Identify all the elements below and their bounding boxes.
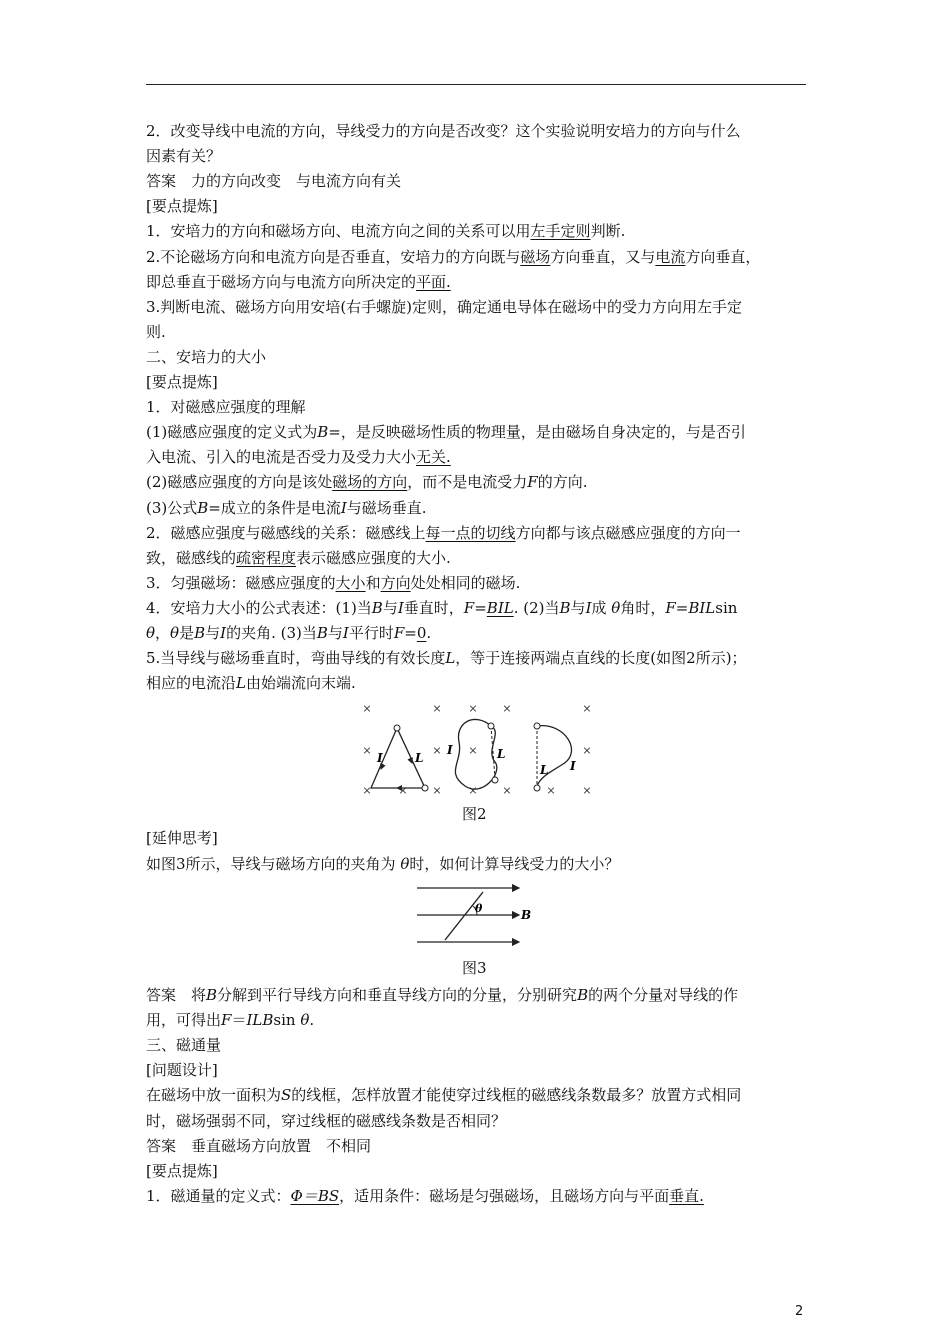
text-line: [146, 596, 816, 620]
text-line: [146, 496, 816, 520]
field-cross-mark: ×: [468, 744, 478, 757]
text-line: [146, 445, 816, 469]
text-segment: B: [194, 624, 206, 642]
header-rule: [146, 84, 806, 85]
figure-3-diagram: [415, 880, 535, 950]
text-segment: 3．匀强磁场：磁感应强度的: [146, 573, 336, 592]
text-line: [146, 470, 816, 494]
text-segment: 大小: [335, 573, 366, 592]
text-segment: 分解到平行导线方向和垂直导线方向的分量，分别研究: [217, 986, 578, 1004]
text-line: [146, 1159, 816, 1183]
text-segment: L: [445, 649, 456, 668]
page-number: 2: [795, 1304, 804, 1319]
text-line: [146, 119, 816, 143]
text-segment: 2.不论磁场方向和电流方向是否垂直，安培力的方向既与: [146, 247, 521, 266]
text-line: [146, 571, 816, 595]
text-segment: 处处相同的磁场.: [410, 573, 521, 592]
text-segment: 由始端流向末端.: [245, 674, 356, 693]
text-line: [146, 245, 816, 269]
text-segment: 时，如何计算导线受力的大小？: [409, 854, 620, 873]
text-line: [146, 983, 816, 1007]
text-segment: 的夹角. (3)当: [226, 624, 317, 642]
text-segment: 疏密程度: [236, 548, 297, 567]
text-segment: F: [221, 1011, 232, 1030]
text-segment: 二、安培力的大小: [146, 347, 267, 366]
text-line: [146, 320, 816, 344]
text-segment: 是: [179, 624, 195, 642]
text-segment: B: [316, 624, 328, 642]
text-line: [146, 852, 816, 876]
text-segment: 平行时: [348, 624, 394, 642]
text-segment: 致，磁感线的: [146, 548, 237, 567]
text-segment: sin: [715, 598, 738, 617]
label-theta: θ: [475, 902, 483, 915]
text-segment: 与: [205, 624, 221, 642]
text-segment: I: [220, 624, 227, 642]
text-segment: 和: [365, 573, 381, 592]
text-segment: .: [426, 624, 432, 642]
text-segment: =，是反映磁场性质的物理量，是由磁场自身决定的，与是否引: [328, 423, 746, 442]
text-segment: 2．磁感应强度与磁感线的关系：磁感线上: [146, 523, 426, 542]
text-line: [146, 546, 816, 570]
text-segment: 2．改变导线中电流的方向，导线受力的方向是否改变？这个实验说明安培力的方向与什么: [146, 122, 741, 140]
text-segment: 方向: [380, 573, 411, 592]
text-segment: θ: [146, 624, 156, 642]
field-cross-mark: ×: [432, 784, 442, 797]
text-segment: ILB: [246, 1011, 274, 1030]
text-segment: 磁场的方向: [332, 473, 408, 492]
text-segment: ＝: [231, 1011, 247, 1030]
text-segment: θ: [170, 624, 180, 642]
text-line: [146, 826, 816, 850]
text-segment: =: [474, 598, 487, 617]
text-line: [146, 1134, 816, 1158]
text-segment: 用，可得出: [146, 1011, 222, 1030]
field-cross-mark: ×: [432, 702, 442, 715]
text-segment: 角时，: [620, 598, 666, 617]
label-L-1: L: [415, 751, 424, 765]
text-line: [146, 646, 816, 670]
text-line: [146, 345, 816, 369]
label-I-2: I: [447, 743, 453, 757]
figure-3: [415, 880, 535, 950]
figure-3-caption: 图3: [462, 959, 487, 977]
text-segment: 1．磁通量的定义式：: [146, 1186, 291, 1205]
field-cross-mark: ×: [546, 784, 556, 797]
text-segment: [要点提炼]: [146, 1161, 218, 1180]
text-line: [146, 1058, 816, 1082]
field-cross-mark: ×: [432, 744, 442, 757]
field-cross-mark: ×: [468, 702, 478, 715]
label-B: B: [521, 908, 532, 922]
text-segment: B: [559, 598, 571, 617]
text-segment: B: [197, 498, 209, 517]
text-segment: sin: [273, 1011, 301, 1030]
text-segment: ，: [155, 624, 171, 642]
text-segment: θ: [611, 598, 621, 617]
text-line: [146, 144, 816, 168]
field-cross-mark: ×: [582, 702, 592, 715]
text-line: [146, 1008, 816, 1032]
text-segment: 则.: [146, 322, 166, 341]
text-segment: 答案 力的方向改变 与电流方向有关: [146, 172, 402, 191]
text-segment: 时，磁场强弱不同，穿过线框的磁感线条数是否相同？: [146, 1111, 507, 1130]
text-segment: 的方向.: [537, 473, 588, 492]
text-segment: θ: [300, 1011, 310, 1030]
text-segment: ，而不是电流受力: [407, 473, 528, 492]
text-segment: 方向垂直，又与: [550, 247, 656, 266]
text-segment: S: [281, 1086, 292, 1105]
text-segment: 如图3所示，导线与磁场方向的夹角为: [146, 854, 401, 873]
text-segment: (2)磁感应强度的方向是该处: [146, 473, 333, 492]
text-segment: 方向垂直，: [685, 247, 761, 266]
text-line: [146, 169, 816, 193]
text-line: [146, 270, 816, 294]
text-segment: 3.判断电流、磁场方向用安培(右手螺旋)定则，确定通电导体在磁场中的受力方向用左手定: [146, 297, 743, 316]
text-line: [146, 370, 816, 394]
text-line: [146, 219, 816, 243]
text-segment: 磁场: [520, 247, 551, 266]
text-segment: (3)公式: [146, 498, 198, 517]
text-segment: I: [342, 624, 349, 642]
text-segment: =成立的条件是电流: [208, 498, 341, 517]
text-segment: I: [585, 598, 592, 617]
text-segment: B: [371, 598, 383, 617]
text-segment: 判断.: [590, 222, 626, 241]
text-segment: 平面.: [416, 272, 451, 291]
field-cross-mark: ×: [362, 744, 372, 757]
text-segment: Φ＝BS: [290, 1186, 340, 1205]
text-segment: 4．安培力大小的公式表述：(1)当: [146, 598, 372, 617]
text-segment: θ: [400, 854, 410, 873]
figure-2-caption: 图2: [462, 805, 487, 823]
text-segment: 无关.: [416, 448, 451, 467]
text-segment: BIL: [486, 598, 514, 617]
text-segment: =: [404, 624, 417, 642]
text-segment: 在磁场中放一面积为: [146, 1086, 282, 1105]
field-cross-mark: ×: [362, 784, 372, 797]
field-cross-mark: ×: [398, 784, 408, 797]
text-segment: F: [665, 598, 676, 617]
text-line: [146, 295, 816, 319]
field-cross-mark: ×: [502, 784, 512, 797]
text-segment: 垂直.: [669, 1186, 704, 1205]
field-cross-mark: ×: [362, 702, 372, 715]
figure-2: [355, 702, 595, 798]
text-segment: 0: [416, 624, 427, 642]
text-line: [146, 420, 816, 444]
text-segment: [要点提炼]: [146, 197, 218, 216]
label-L-2: L: [497, 747, 506, 761]
text-segment: 入电流、引入的电流是否受力及受力大小: [146, 448, 417, 467]
text-segment: 答案 将: [146, 986, 207, 1004]
field-cross-mark: ×: [582, 784, 592, 797]
text-segment: 三、磁通量: [146, 1036, 222, 1055]
text-line: [146, 1184, 816, 1208]
text-line: [146, 621, 816, 645]
text-segment: ，等于连接两端点直线的长度(如图2所示)；: [455, 649, 747, 668]
text-segment: B: [577, 986, 589, 1004]
text-segment: F: [393, 624, 405, 642]
text-segment: 成: [591, 598, 612, 617]
text-segment: L: [236, 674, 246, 693]
text-segment: [要点提炼]: [146, 373, 218, 391]
field-cross-mark: ×: [582, 744, 592, 757]
label-I-1: I: [377, 751, 383, 765]
figure-2-diagram: [355, 702, 595, 798]
text-segment: B: [206, 986, 218, 1004]
text-segment: 与磁场垂直.: [346, 498, 427, 517]
text-segment: [延伸思考]: [146, 829, 218, 847]
text-segment: 答案 垂直磁场方向放置 不相同: [146, 1136, 372, 1155]
text-segment: 与: [382, 598, 398, 617]
text-segment: . (2)当: [513, 598, 560, 617]
text-segment: B: [317, 423, 329, 442]
text-segment: (1)磁感应强度的定义式为: [146, 423, 318, 442]
text-line: [146, 1033, 816, 1057]
field-cross-mark: ×: [502, 702, 512, 715]
text-segment: BIL: [688, 598, 716, 617]
text-line: [146, 1083, 816, 1107]
text-segment: 每一点的切线: [425, 523, 516, 542]
text-line: [146, 521, 816, 545]
field-cross-mark: ×: [468, 784, 478, 797]
text-segment: I: [397, 598, 404, 617]
text-segment: 相应的电流沿: [146, 674, 237, 693]
text-segment: 与: [327, 624, 343, 642]
text-segment: 的线框，怎样放置才能使穿过线框的磁感线条数最多？放置方式相同: [291, 1086, 742, 1105]
text-segment: 垂直时，: [403, 598, 464, 617]
text-segment: .: [309, 1011, 315, 1030]
text-segment: 即总垂直于磁场方向与电流方向所决定的: [146, 272, 417, 291]
text-segment: 1．对磁感应强度的理解: [146, 398, 306, 417]
text-line: [146, 194, 816, 218]
text-segment: 因素有关？: [146, 147, 222, 166]
text-line: [146, 1109, 816, 1133]
text-line: [146, 395, 816, 419]
text-segment: [问题设计]: [146, 1061, 218, 1080]
text-segment: 表示磁感应强度的大小.: [296, 548, 451, 567]
text-segment: =: [675, 598, 689, 617]
label-I-3: I: [570, 759, 576, 773]
text-segment: I: [340, 498, 347, 517]
label-L-3: L: [540, 763, 549, 777]
text-segment: 方向都与该点磁感应强度的方向一: [515, 523, 741, 542]
text-segment: 5.当导线与磁场垂直时，弯曲导线的有效长度: [146, 649, 446, 668]
text-segment: 的两个分量对导线的作: [588, 986, 739, 1004]
text-segment: 左手定则: [530, 222, 591, 241]
text-segment: F: [463, 598, 475, 617]
text-line: [146, 671, 816, 695]
text-segment: 1．安培力的方向和磁场方向、电流方向之间的关系可以用: [146, 222, 531, 241]
text-segment: ，适用条件：磁场是匀强磁场，且磁场方向与平面: [339, 1186, 670, 1205]
text-segment: F: [527, 473, 538, 492]
text-segment: 与: [570, 598, 586, 617]
text-segment: 电流: [655, 247, 686, 266]
